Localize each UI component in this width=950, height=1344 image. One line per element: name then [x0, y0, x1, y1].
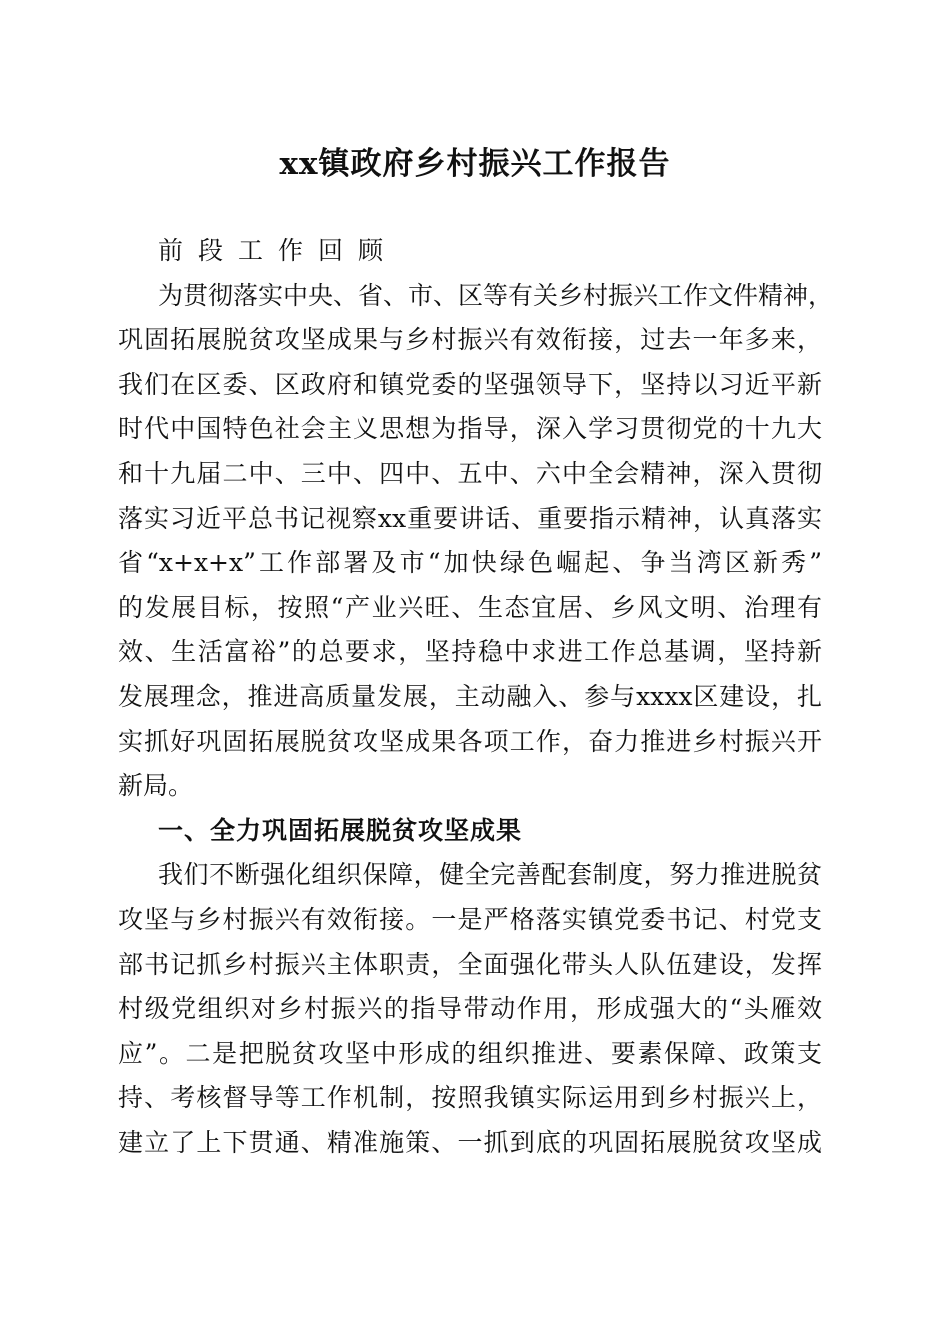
paragraph-line: 发展理念，推进高质量发展，主动融入、参与xxxx区建设，扎 — [118, 681, 822, 711]
paragraph-line: 村级党组织对乡村振兴的指导带动作用，形成强大的“头雁效 — [118, 994, 822, 1024]
paragraph-line: 和十九届二中、三中、四中、五中、六中全会精神，深入贯彻 — [118, 458, 822, 488]
paragraph-line: 攻坚与乡村振兴有效衔接。一是严格落实镇党委书记、村党支 — [118, 904, 822, 934]
paragraph-line: 我们在区委、区政府和镇党委的坚强领导下，坚持以习近平新 — [118, 369, 822, 399]
paragraph-line: 我们不断强化组织保障，健全完善配套制度，努力推进脱贫 — [158, 860, 822, 890]
paragraph-line: 实抓好巩固拓展脱贫攻坚成果各项工作，奋力推进乡村振兴开 — [118, 726, 822, 756]
paragraph-line: 应”。二是把脱贫攻坚中形成的组织推进、要素保障、政策支 — [118, 1038, 822, 1068]
paragraph-line: 巩固拓展脱贫攻坚成果与乡村振兴有效衔接，过去一年多来， — [118, 325, 822, 355]
intro-heading: 前段工作回顾 — [158, 236, 399, 265]
paragraph-line: 新局。 — [118, 771, 194, 801]
document-title: xx镇政府乡村振兴工作报告 — [279, 146, 671, 182]
paragraph-line: 时代中国特色社会主义思想为指导，深入学习贯彻党的十九大 — [118, 414, 822, 444]
paragraph-line: 的发展目标，按照“产业兴旺、生态宜居、乡风文明、治理有 — [118, 592, 822, 622]
paragraph-line: 落实习近平总书记视察xx重要讲话、重要指示精神，认真落实 — [118, 503, 822, 533]
paragraph-line: 省“x+x+x”工作部署及市“加快绿色崛起、争当湾区新秀” — [118, 548, 822, 578]
paragraph-1 — [118, 274, 834, 809]
section-heading: 一、全力巩固拓展脱贫攻坚成果 — [158, 815, 523, 845]
paragraph-2 — [118, 853, 822, 1165]
paragraph-line: 为贯彻落实中央、省、市、区等有关乡村振兴工作文件精神， — [158, 280, 834, 310]
paragraph-line: 建立了上下贯通、精准施策、一抓到底的巩固拓展脱贫攻坚成 — [118, 1127, 822, 1157]
paragraph-line: 持、考核督导等工作机制，按照我镇实际运用到乡村振兴上， — [118, 1083, 822, 1113]
paragraph-line: 部书记抓乡村振兴主体职责，全面强化带头人队伍建设，发挥 — [118, 949, 822, 979]
paragraph-line: 效、生活富裕”的总要求，坚持稳中求进工作总基调，坚持新 — [118, 637, 822, 667]
document-body — [118, 229, 834, 1165]
